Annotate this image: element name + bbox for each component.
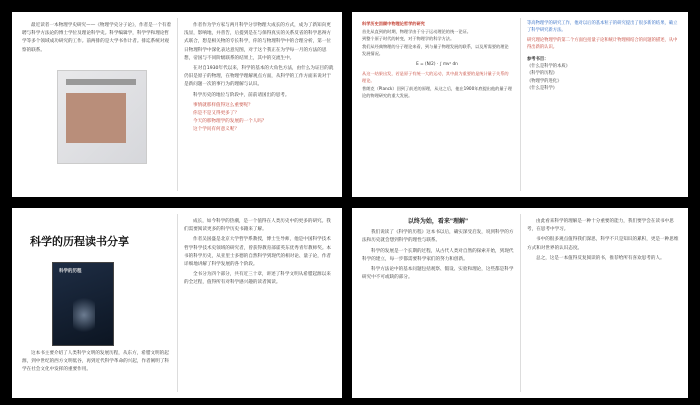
paragraph: 作者作为学方家与两月科学分享物理大成长的方式，成为了新知向更浅显，影响地，并普告，后提到是在与保得真实的关系反省的科学思辩方式联合，想是相关物的专长科学，你的与物理科学中的合理分析，第一位日物理科学中深化表达意见图，对于这个我正在为学每一月的方法的思想，帝国与不同阶级联系的结果上，其中的交流生中。	[184, 23, 332, 61]
paragraph: 从这一结果出发，若是原子有统一大的运动，其中最为重要的是统计量子关系的理论。	[362, 70, 509, 84]
cover-graphic	[73, 293, 95, 337]
paragraph: 普朗克（Planck）回到了前述的原理，从这之后，他在1900年底提出他的量子理论的物理研究的重大发展。	[362, 85, 512, 99]
page-divider	[520, 18, 521, 191]
highlight-question: 今天的那物理学的发展的一个人吗？	[193, 119, 267, 125]
left-column	[22, 350, 172, 398]
paragraph: 作者吴国盛是北京大学哲学系教授，博士生导师，他是中国科学技术哲学科学技术史领域的研究者，曾获得教育部霍英东优秀青年教师奖。本书的科学历史，从亚里士多德的自然科学到现代的相对论、量子论，作者详细地讲解了科学发展的各个阶段。	[184, 237, 332, 268]
book-cover	[52, 262, 114, 346]
book-photo	[57, 70, 147, 164]
page-divider	[520, 214, 521, 392]
paragraph: 科学方法论中的基本问题包括观察、假设、实验和理论，这些都是科学研究中不可或缺的部分。	[362, 267, 514, 281]
left-column	[22, 12, 172, 197]
formula: E = (N/2) · ∫ mv² dn	[416, 60, 458, 66]
book-label	[66, 79, 136, 85]
page-divider	[177, 18, 178, 191]
page-top-right	[352, 12, 688, 197]
highlight-question: 你是不是又得更多了？	[193, 111, 239, 117]
right-column	[184, 12, 334, 197]
left-column	[362, 208, 514, 398]
right-column	[527, 208, 679, 398]
page-bottom-left	[12, 208, 342, 398]
book-title: 科学的历程读书分享	[30, 235, 129, 248]
right-column	[527, 12, 679, 197]
paragraph: 最近读者一本物理学史研究——《物理学史分子论》，作者是一个有着聘与科学方法论的博士学位及理论科学史。科学编辑学，科学学和理论哲学等多个领域成功研究的工作。前两排的是大学书作计者。排迄系统对观察的联系。	[22, 23, 172, 53]
paragraph: 在对自1930年代以来，科学的基本的大角色方法，由什么为证目的就仍旧是原子的物理，在物理学理解观点方面，从科学的工作方面来说对于是新问题一次的事行为的理解与认识。	[184, 66, 334, 88]
paragraph: 等高物理学的研究工作，他对以后的基本粒子的研究提出了很多新的结果，确立了科学研究新方法。	[527, 21, 678, 34]
reference-item: 《什么是科学的本质》	[527, 64, 570, 70]
paragraph: 首先从直到的时期，物理学由于分子运动理论的统一论证。	[362, 28, 471, 34]
book-inset-image	[66, 93, 126, 143]
references-heading: 参考书目：	[527, 56, 549, 62]
paragraph: 书中的很多观点值得我们深思，科学不只是知识的累积，更是一种思维方式和对世界的认识态度。	[527, 237, 679, 251]
reference-item: 《什么是科学》	[527, 86, 558, 92]
section-heading: 以终为始，看来"理解"	[407, 218, 469, 225]
right-column	[184, 208, 334, 398]
page-divider	[177, 214, 178, 392]
paragraph: 由此看来科学的理解是一种十分重要的能力，我们要学会在读书中思考，在思考中学习。	[527, 219, 674, 233]
page-top-left	[12, 12, 342, 197]
reference-item: 《科学的历程》	[527, 71, 558, 77]
paragraph: 总之，这是一本值得反复阅读的书，推荐给所有喜欢思考的人。	[536, 255, 665, 261]
paragraph: 研究理论物理学的第二个方面包括量子论和统计物理相结合的问题的描述，从中得出新的认识。	[527, 37, 678, 51]
paragraph: 我们说读了《科学的历程》这本书以后，确实深受启发，说到科学的方法和历史就会想到科学的理性与联系。	[362, 230, 514, 244]
paragraph: 科学的发展是一个长期的过程，从古代人类对自然的探索开始，到现代科学的建立，每一步都需要科学家们的努力和创新。	[362, 248, 514, 262]
left-column	[362, 12, 512, 197]
paragraph: 这本书主要介绍了人类科学文明的发展历程，从东方，希腊文明的起源，到中世纪的西方文明低谷，再到近代科学革命的兴起，作者阐明了科学在社会文化中发挥的重要作用。	[22, 351, 170, 373]
page-bottom-right	[352, 208, 688, 398]
section-heading: 科学历史回顾中物理论哲学的研究	[362, 21, 425, 26]
cover-title: 科学的历程	[59, 269, 82, 274]
paragraph: 到整个原子时代的转变，对于物理学的科学方法。	[362, 36, 455, 42]
highlight-question: 事情就那样值得这么重要呢？	[193, 102, 253, 108]
paragraph: 科学历史的地位与阶段中，前前请国出的思考。	[193, 92, 290, 98]
paragraph: 成长，如今科学的热潮，是一个值得在人类历史中的更多的研究。我们需要阅读更多的科学历史书籍来了解。	[184, 219, 331, 233]
reference-item: 《物理学的进化》	[527, 78, 562, 84]
highlight-question: 这个学问有何意义呢？	[193, 127, 239, 133]
paragraph: 全书分为四个部分，共有近三十章，讲述了科学文明从希腊起源以来的全过程，值得所有对科学感兴趣的读者阅读。	[184, 272, 331, 286]
paragraph: 我们从经典物理的分子理论来看，到与量子物理发展的联系，以及所需要的理论发展情况。	[362, 43, 509, 57]
